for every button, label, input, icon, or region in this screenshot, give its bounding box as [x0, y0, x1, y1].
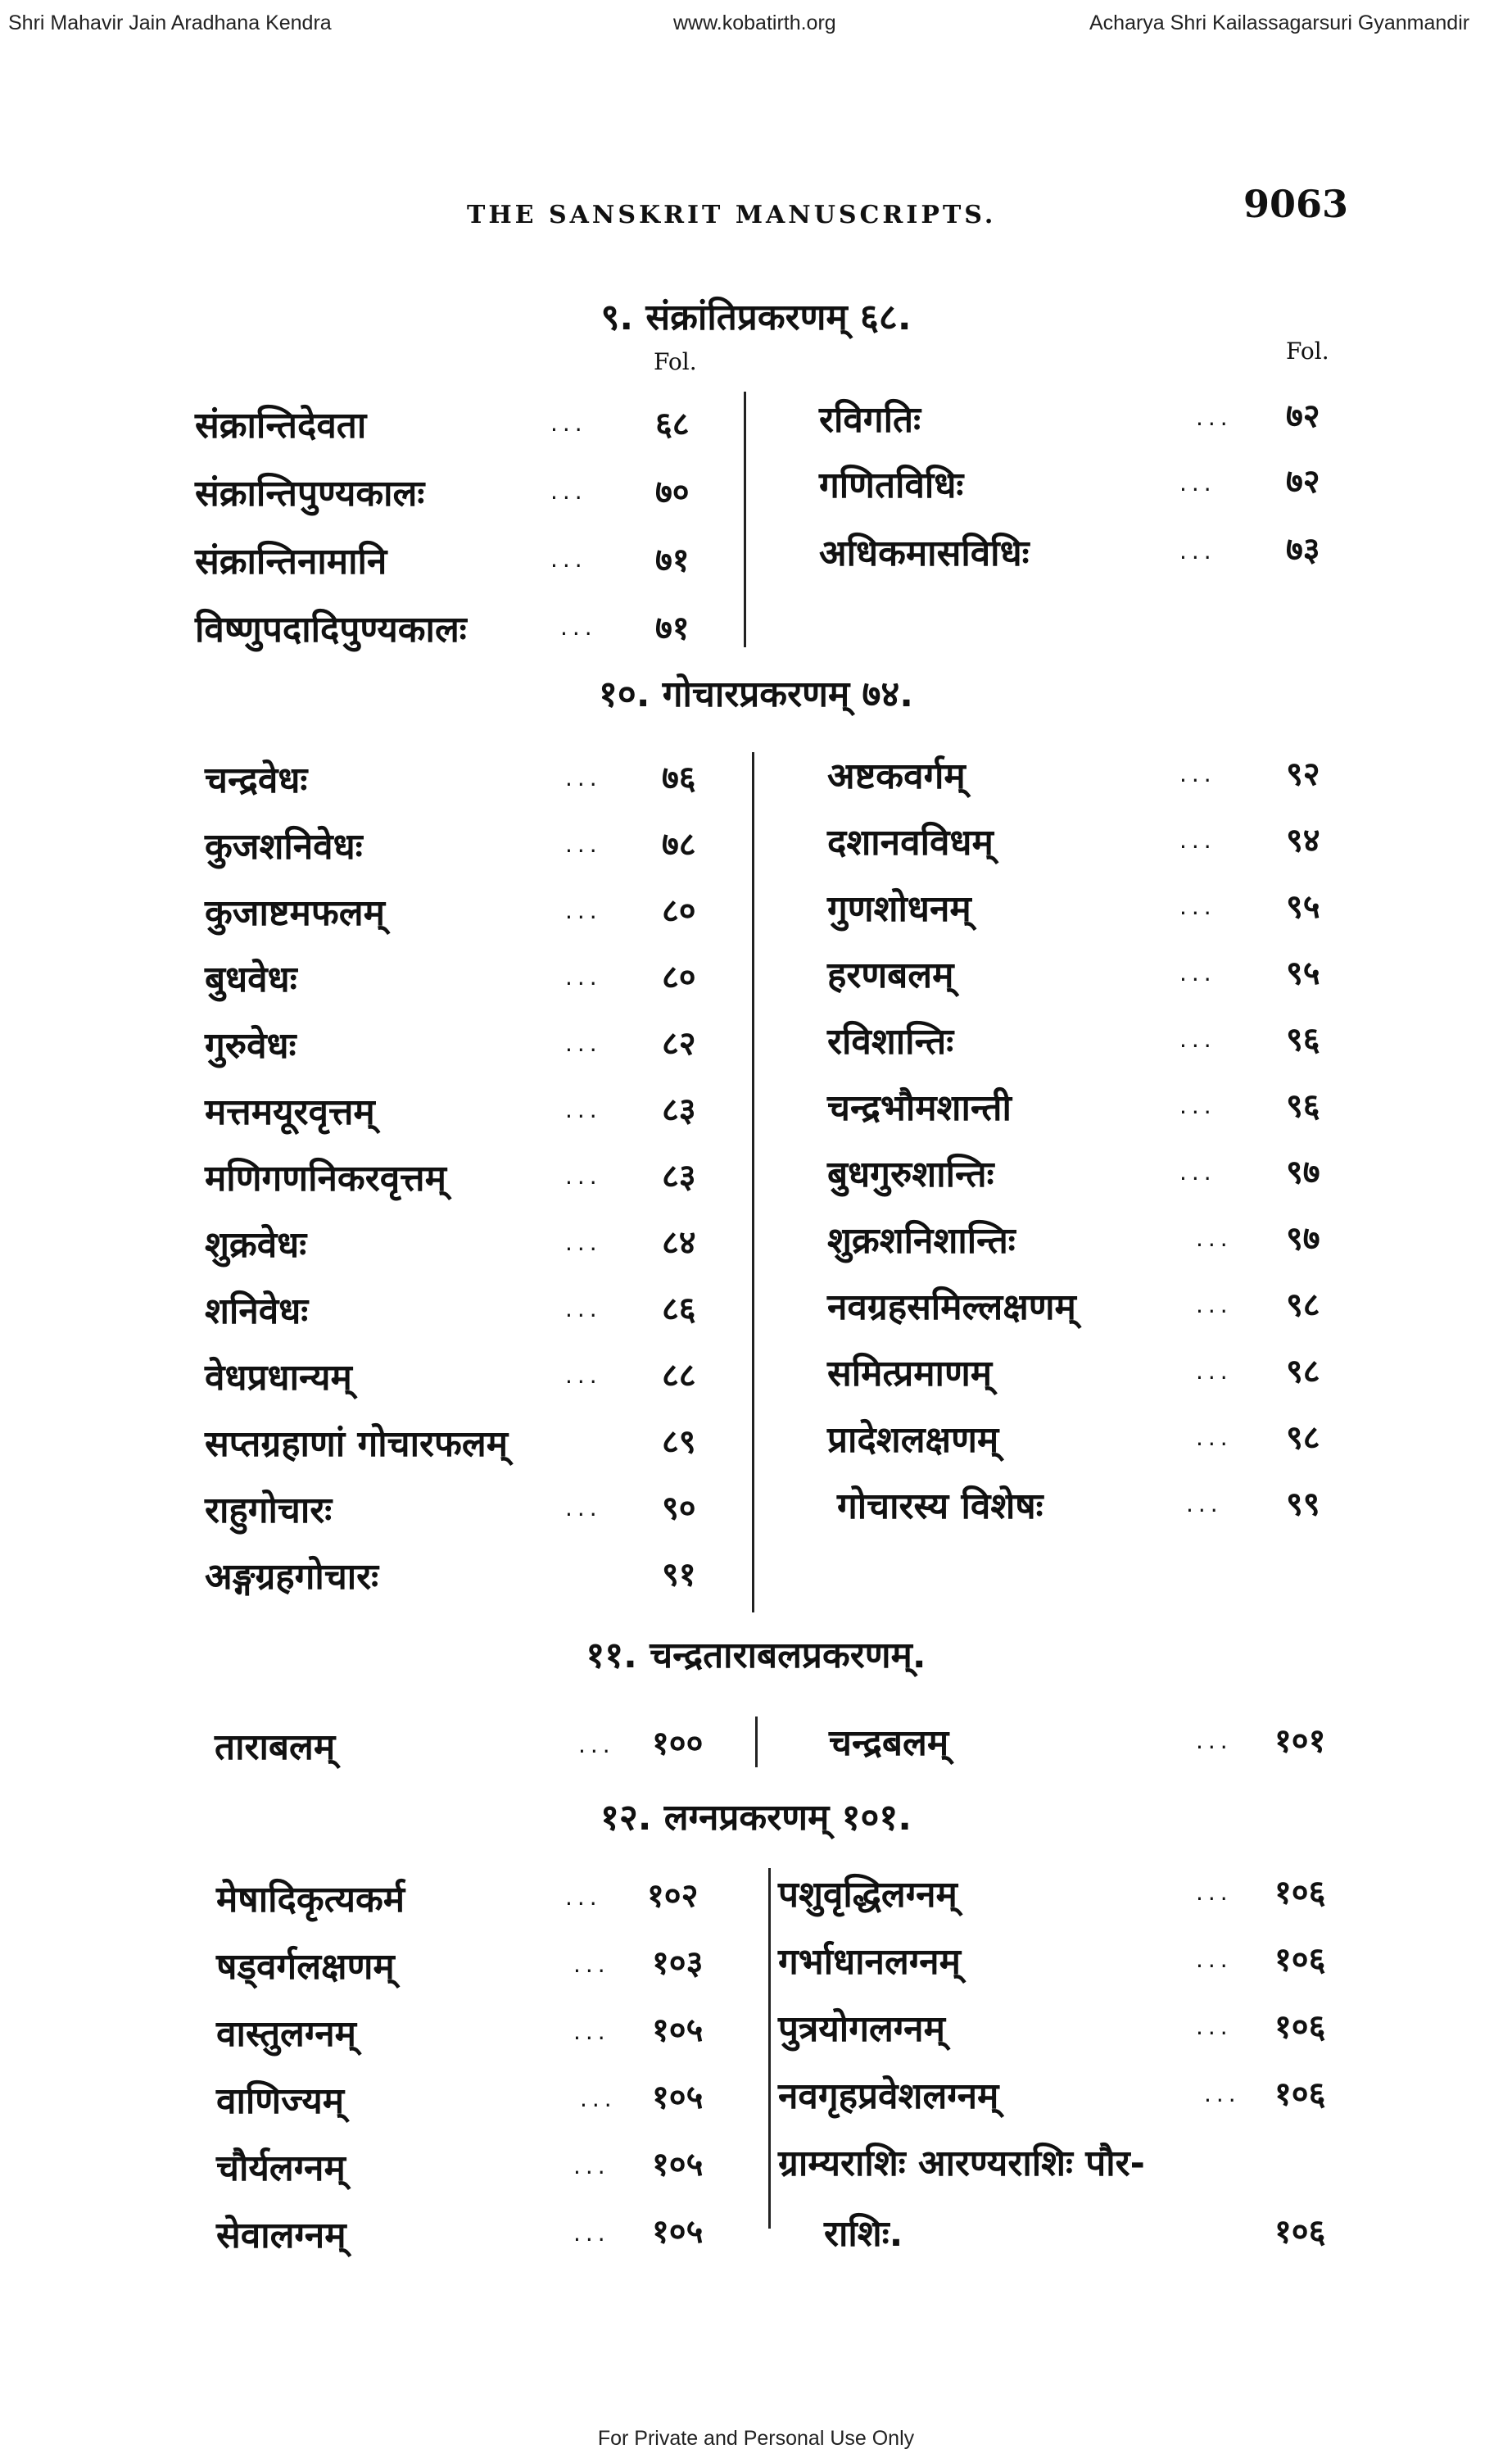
fol-label: Fol.	[654, 348, 697, 375]
folio-number: ७६	[662, 760, 696, 797]
toc-entry: संक्रान्तिपुण्यकालः	[195, 473, 425, 515]
folio-number: १०५	[652, 2079, 704, 2116]
toc-entry: समित्प्रमाणम्	[827, 1353, 993, 1395]
toc-entry: दशानवविधम्	[827, 822, 994, 864]
dot-leader: ...	[1196, 1946, 1233, 1973]
page-number: 9063	[1243, 182, 1349, 226]
toc-entry: शुक्रशनिशान्तिः	[827, 1220, 1016, 1262]
toc-entry: रविगतिः	[819, 399, 921, 441]
dot-leader: ...	[565, 1494, 602, 1522]
toc-entry: नवगृहप्रवेशलग्नम्	[778, 2075, 999, 2117]
dot-leader: ...	[565, 1295, 602, 1322]
folio-number: १०२	[647, 1877, 699, 1915]
header-left-text: Shri Mahavir Jain Aradhana Kendra	[8, 11, 332, 34]
toc-entry: बुधवेधः	[205, 959, 297, 1000]
toc-entry: राहुगोचारः	[205, 1490, 333, 1531]
folio-number: ८३	[662, 1091, 696, 1129]
column-divider	[744, 392, 746, 647]
toc-entry: पुत्रयोगलग्नम्	[778, 2008, 945, 2050]
section-heading: १२. लग्नप्रकरणम् १०१.	[600, 1797, 912, 1839]
folio-number: ९१	[662, 1556, 696, 1594]
dot-leader: ...	[565, 1030, 602, 1057]
toc-entry: वाणिज्यम्	[216, 2080, 345, 2122]
folio-number: ८८	[662, 1357, 696, 1395]
folio-number: ९०	[662, 1490, 696, 1527]
dot-leader: ...	[1179, 1092, 1216, 1119]
folio-number: ७१	[655, 542, 690, 579]
dot-leader: ...	[1179, 537, 1216, 565]
dot-leader: ...	[1179, 1026, 1216, 1053]
section-heading: ९. संक्रांतिप्रकरणम् ६८.	[600, 297, 912, 338]
toc-entry: अङ्गग्रहगोचारः	[205, 1556, 379, 1598]
toc-entry: चौर्यलग्नम्	[216, 2147, 346, 2189]
dot-leader: ...	[1196, 1424, 1233, 1451]
section-heading: ११. चन्द्रताराबलप्रकरणम्.	[586, 1635, 926, 1676]
folio-number: १०३	[652, 1944, 704, 1982]
dot-leader: ...	[1179, 469, 1216, 497]
dot-leader: ...	[1196, 1291, 1233, 1318]
toc-entry: पशुवृद्धिलग्नम्	[778, 1874, 957, 1916]
dot-leader: ...	[550, 546, 587, 573]
toc-entry: ताराबलम्	[215, 1726, 336, 1768]
folio-number: १०५	[652, 2011, 704, 2049]
folio-number: ७२	[1286, 397, 1320, 435]
toc-entry: चन्द्रभौमशान्ती	[827, 1087, 1012, 1129]
folio-number: ८६	[662, 1290, 696, 1328]
folio-number: ८३	[662, 1158, 696, 1195]
folio-number: १०६	[1274, 2213, 1326, 2251]
folio-number: १०५	[652, 2213, 704, 2251]
toc-entry: गर्भाधानलग्नम्	[778, 1941, 961, 1983]
toc-entry: अष्टकवर्गम्	[827, 755, 966, 797]
toc-entry: कुजशनिवेधः	[205, 826, 363, 868]
toc-entry: मेषादिकृत्यकर्म	[216, 1879, 405, 1921]
toc-entry: सप्तग्रहाणां गोचारफलम्	[205, 1423, 509, 1465]
folio-number: १०६	[1274, 1941, 1326, 1979]
folio-number: १०६	[1274, 2075, 1326, 2113]
folio-number: ८०	[662, 892, 696, 930]
dot-leader: ...	[573, 2220, 610, 2247]
dot-leader: ...	[565, 831, 602, 858]
toc-entry: गणितविधिः	[819, 465, 964, 506]
folio-number: ८४	[662, 1224, 696, 1262]
toc-entry: चन्द्रबलम्	[829, 1722, 949, 1764]
toc-entry: राशिः.	[824, 2213, 903, 2255]
dot-leader: ...	[565, 1362, 602, 1389]
folio-number: ९४	[1286, 822, 1320, 859]
folio-number: ७३	[1286, 531, 1320, 569]
folio-number: ८०	[662, 959, 696, 996]
folio-number: ९९	[1286, 1485, 1320, 1523]
folio-number: ९८	[1286, 1419, 1320, 1457]
folio-number: ८९	[662, 1423, 696, 1461]
folio-number: ७१	[655, 610, 690, 647]
column-divider	[768, 1868, 771, 2229]
column-divider	[755, 1717, 758, 1767]
column-divider	[752, 752, 754, 1612]
dot-leader: ...	[1196, 404, 1233, 431]
dot-leader: ...	[565, 1096, 602, 1123]
toc-entry: विष्णुपदादिपुण्यकालः	[195, 609, 467, 651]
dot-leader: ...	[1204, 2080, 1241, 2107]
dot-leader: ...	[565, 964, 602, 991]
dot-leader: ...	[580, 2085, 617, 2112]
folio-number: १०६	[1274, 2008, 1326, 2046]
dot-leader: ...	[565, 1163, 602, 1190]
toc-entry: शनिवेधः	[205, 1290, 309, 1332]
folio-number: १००	[652, 1725, 704, 1762]
toc-entry: रविशान्तिः	[827, 1021, 954, 1063]
dot-leader: ...	[1179, 959, 1216, 986]
folio-number: ९८	[1286, 1353, 1320, 1390]
dot-leader: ...	[565, 1884, 602, 1911]
toc-entry: सेवालग्नम्	[216, 2215, 346, 2256]
toc-entry: बुधगुरुशान्तिः	[827, 1154, 994, 1195]
dot-leader: ...	[550, 410, 587, 437]
toc-entry: वास्तुलग्नम्	[216, 2013, 356, 2055]
footer-notice: For Private and Personal Use Only	[597, 2427, 915, 2450]
dot-leader: ...	[1196, 1727, 1233, 1754]
dot-leader: ...	[1196, 1225, 1233, 1252]
folio-number: १०६	[1274, 1874, 1326, 1912]
toc-entry: संक्रान्तिनामानि	[195, 541, 387, 583]
dot-leader: ...	[573, 1951, 610, 1978]
fol-label: Fol.	[1286, 338, 1329, 365]
toc-entry: वेधप्रधान्यम्	[205, 1357, 352, 1399]
toc-entry: शुक्रवेधः	[205, 1224, 307, 1266]
dot-leader: ...	[1179, 827, 1216, 854]
dot-leader: ...	[573, 2018, 610, 2045]
folio-number: ९७	[1286, 1154, 1320, 1191]
folio-number: ९२	[1286, 755, 1320, 793]
folio-number: ६८	[655, 406, 690, 443]
folio-number: १०१	[1274, 1722, 1326, 1760]
toc-entry: संक्रान्तिदेवता	[195, 405, 367, 447]
running-title: THE SANSKRIT MANUSCRIPTS.	[467, 201, 997, 229]
dot-leader: ...	[565, 897, 602, 924]
dot-leader: ...	[1196, 1358, 1233, 1385]
toc-entry: गोचारस्य विशेषः	[837, 1485, 1043, 1527]
toc-entry: चन्द्रवेधः	[205, 760, 308, 801]
header-right-text: Acharya Shri Kailassagarsuri Gyanmandir	[1089, 11, 1470, 34]
dot-leader: ...	[573, 2152, 610, 2179]
toc-entry: गुणशोधनम्	[827, 888, 971, 930]
dot-leader: ...	[565, 764, 602, 791]
dot-leader: ...	[578, 1731, 615, 1758]
folio-number: ९८	[1286, 1286, 1320, 1324]
section-heading: १०. गोचारप्रकरणम् ७४.	[598, 673, 914, 715]
toc-entry: मत्तमयूरवृत्तम्	[205, 1091, 375, 1133]
dot-leader: ...	[1196, 2013, 1233, 2040]
folio-number: १०५	[652, 2146, 704, 2184]
dot-leader: ...	[1196, 1879, 1233, 1906]
folio-number: ८२	[662, 1025, 696, 1063]
toc-entry: प्रादेशलक्षणम्	[827, 1419, 999, 1461]
dot-leader: ...	[1179, 893, 1216, 920]
folio-number: ९६	[1286, 1087, 1320, 1125]
header-center-url[interactable]: www.kobatirth.org	[673, 11, 836, 34]
toc-entry: नवग्रहसमिल्लक्षणम्	[827, 1286, 1076, 1328]
folio-number: ९७	[1286, 1220, 1320, 1258]
folio-number: ७८	[662, 826, 696, 864]
dot-leader: ...	[565, 1229, 602, 1256]
toc-entry: कुजाष्टमफलम्	[205, 892, 385, 934]
dot-leader: ...	[1179, 760, 1216, 787]
folio-number: ७०	[655, 474, 690, 511]
folio-number: ७२	[1286, 463, 1320, 501]
toc-entry: मणिगणनिकरवृत्तम्	[205, 1158, 446, 1200]
toc-entry: हरणबलम्	[827, 955, 954, 996]
toc-entry: षड्वर्गलक्षणम्	[216, 1946, 395, 1988]
toc-entry: गुरुवेधः	[205, 1025, 297, 1067]
folio-number: ९५	[1286, 955, 1320, 992]
dot-leader: ...	[1179, 1159, 1216, 1186]
folio-number: ९५	[1286, 888, 1320, 926]
toc-entry: अधिकमासविधिः	[819, 533, 1030, 574]
dot-leader: ...	[560, 614, 597, 641]
dot-leader: ...	[550, 478, 587, 505]
folio-number: ९६	[1286, 1021, 1320, 1059]
toc-entry: ग्राम्यराशिः आरण्यराशिः पौर-	[778, 2143, 1145, 2184]
dot-leader: ...	[1186, 1490, 1223, 1517]
